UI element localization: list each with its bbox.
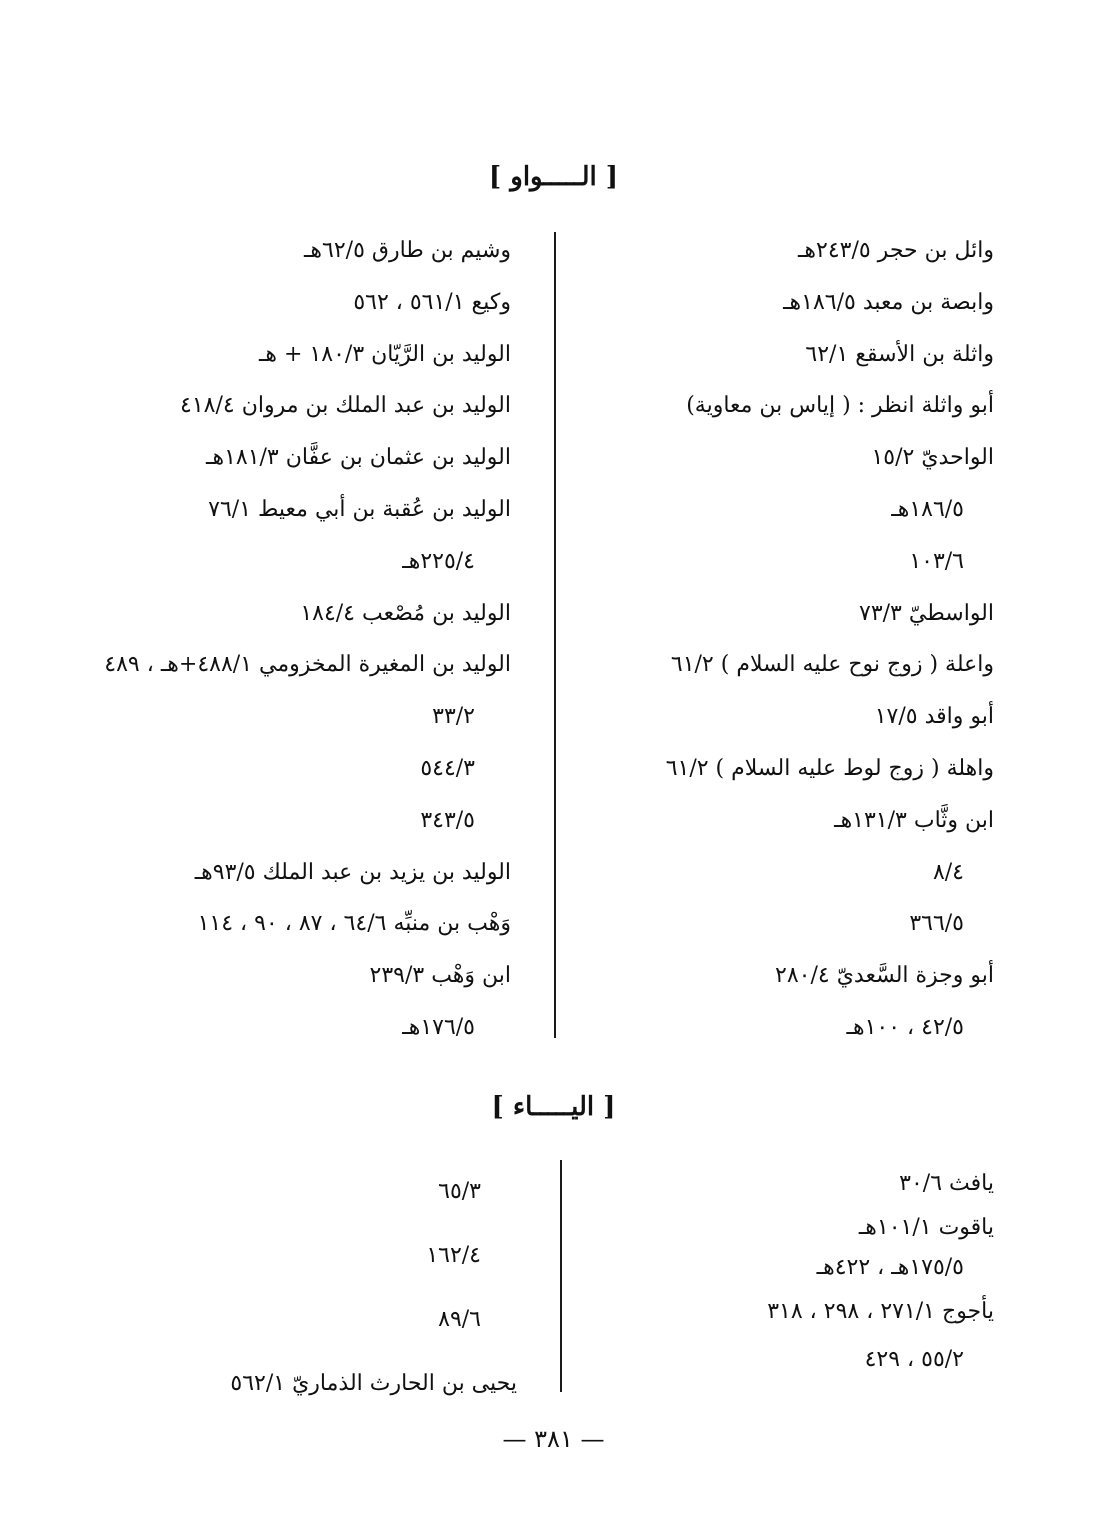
index-entry: واثلة بن الأسقع ٦٢/١ (805, 341, 994, 367)
index-entry: أبو وجزة السَّعديّ ٢٨٠/٤ (775, 963, 994, 989)
index-entry-continuation: ٤٢/٥ ، ١٠٠هـ (846, 1014, 964, 1040)
index-entry: الواسطيّ ٧٣/٣ (859, 600, 994, 626)
index-entry-continuation: ٥٤٤/٣ (420, 755, 475, 781)
index-entry: الوليد بن المغيرة المخزومي ٤٨٨/١+هـ ، ٤٨٩ (104, 652, 511, 678)
index-entry-continuation: ١٧٦/٥هـ (402, 1014, 475, 1040)
ya-left-column (67, 1160, 517, 1416)
column-divider (554, 232, 556, 1038)
ya-right-column (564, 1160, 994, 1384)
index-entry: الوليد بن عُقبة بن أبي معيط ٧٦/١ (208, 496, 511, 522)
index-entry: واعلة ( زوج نوح عليه السلام ) ٦١/٢ (670, 652, 994, 678)
index-entry-continuation: ٢٢٥/٤هـ (402, 548, 475, 574)
index-entry: ياقوت ١٠١/١هـ (858, 1215, 994, 1240)
index-entry: أبو واثلة انظر : ( إياس بن معاوية) (686, 393, 994, 419)
section-title-waw: [ الـــــواو ] (488, 162, 619, 192)
index-entry-continuation: ٣٣/٢ (432, 704, 475, 730)
index-entry-continuation: ١٨٦/٥هـ (891, 496, 964, 522)
index-entry: يأجوج ٢٧١/١ ، ٢٩٨ ، ٣١٨ (767, 1299, 994, 1324)
index-entry: ابن وثَّاب ١٣١/٣هـ (834, 807, 994, 833)
page-number: — ٣٨١ — (502, 1425, 605, 1453)
waw-left-column (61, 225, 511, 1054)
index-entry: وكيع ٥٦١/١ ، ٥٦٢ (353, 289, 511, 315)
index-entry: يافث ٣٠/٦ (899, 1171, 994, 1196)
index-entry: الوليد بن عثمان بن عفَّان ١٨١/٣هـ (206, 445, 511, 471)
index-entry: وشيم بن طارق ٦٢/٥هـ (303, 238, 511, 263)
index-entry: ابن وَهْب ٢٣٩/٣ (369, 963, 511, 989)
index-entry: الواحديّ ١٥/٢ (871, 445, 994, 471)
waw-right-column (564, 225, 994, 1054)
index-entry-continuation: ١٠٣/٦ (909, 548, 964, 574)
index-entry: واهلة ( زوج لوط عليه السلام ) ٦١/٢ (665, 755, 994, 781)
index-entry-continuation: ٥٥/٢ ، ٤٢٩ (864, 1347, 964, 1372)
index-entry: الوليد بن عبد الملك بن مروان ٤١٨/٤ (180, 393, 511, 419)
index-entry-continuation: ٦٥/٣ (438, 1179, 481, 1204)
index-entry: الوليد بن يزيد بن عبد الملك ٩٣/٥هـ (194, 859, 511, 885)
section-title-ya: [ اليـــــاء ] (491, 1092, 616, 1122)
index-entry-continuation: ٨٩/٦ (438, 1307, 481, 1332)
index-entry: وابصة بن معبد ١٨٦/٥هـ (783, 289, 994, 315)
index-entry: أبو واقد ١٧/٥ (874, 704, 994, 730)
column-divider (560, 1160, 562, 1392)
index-entry-continuation: ٣٤٣/٥ (420, 807, 475, 833)
index-entry-continuation: ٨/٤ (932, 859, 964, 885)
index-entry: وَهْب بن منبِّه ٦٤/٦ ، ٨٧ ، ٩٠ ، ١١٤ (197, 911, 511, 937)
index-entry-continuation: ١٦٢/٤ (426, 1243, 481, 1268)
index-entry: الوليد بن مُصْعب ١٨٤/٤ (300, 600, 511, 626)
index-entry: يحيى بن الحارث الذماريّ ٥٦٢/١ (230, 1371, 517, 1396)
index-entry: الوليد بن الرَّيّان ١٨٠/٣ + هـ (258, 341, 511, 367)
index-entry-continuation: ٣٦٦/٥ (909, 911, 964, 937)
index-entry: وائل بن حجر ٢٤٣/٥هـ (797, 238, 994, 263)
index-entry-continuation: ١٧٥/٥هـ ، ٤٢٢هـ (816, 1255, 964, 1280)
